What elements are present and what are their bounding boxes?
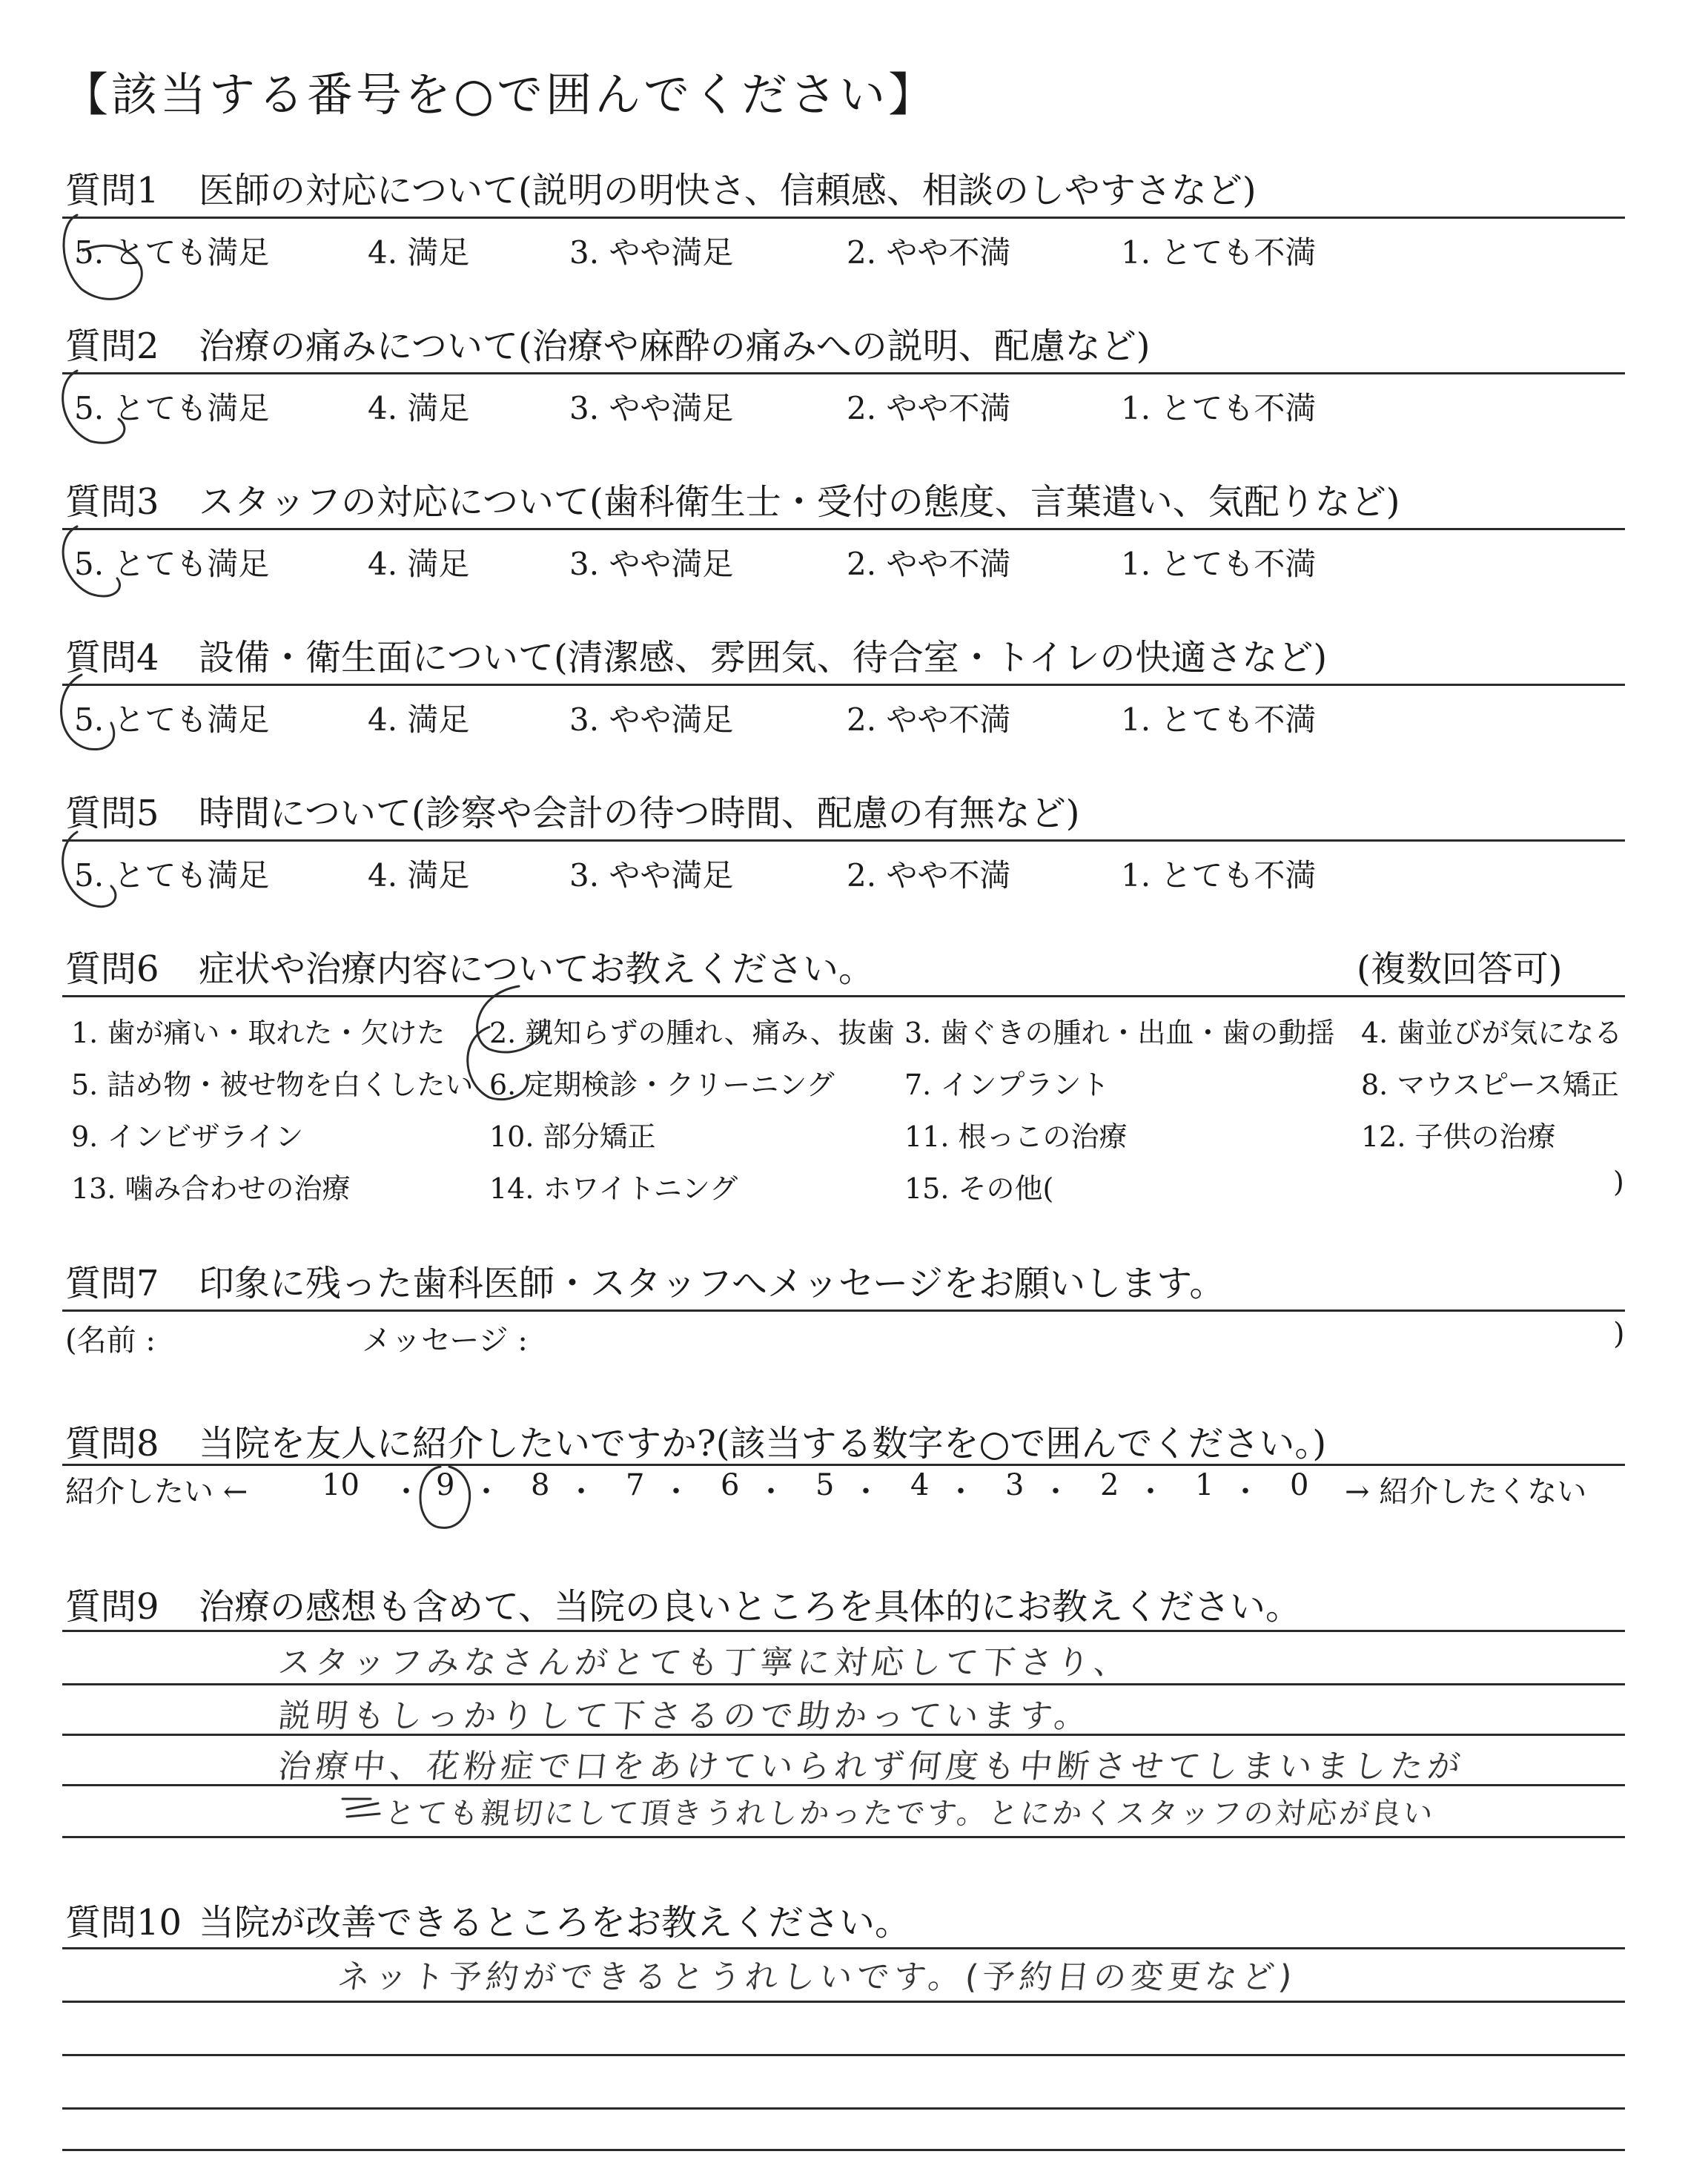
option-5[interactable]: 5. とても満足 <box>74 546 270 582</box>
option-4[interactable]: 4. 満足 <box>368 701 470 738</box>
options-row <box>65 696 1622 740</box>
scribble-q9 <box>342 1799 380 1817</box>
option-3[interactable]: 3. やや満足 <box>569 857 734 894</box>
option-2[interactable]: 2. やや不満 <box>847 857 1011 894</box>
question-text: 時間について(診察や会計の待つ時間、配慮の有無など) <box>199 793 1080 834</box>
scale-dot: ・ <box>1231 1475 1260 1509</box>
treatment-option[interactable]: 7. インプラント <box>904 1069 1110 1101</box>
rule-line <box>62 1464 1625 1466</box>
scale-dot: ・ <box>756 1475 786 1509</box>
options-row <box>65 851 1622 896</box>
rule-line <box>62 1836 1625 1838</box>
rule-line <box>62 217 1625 219</box>
option-3[interactable]: 3. やや満足 <box>569 390 734 426</box>
rule-line <box>62 2149 1625 2151</box>
question-text: 当院を友人に紹介したいですか?(該当する数字を○で囲んでください。) <box>199 1423 1327 1464</box>
question-number: 質問5 <box>65 793 159 834</box>
treatment-option[interactable]: 3. 歯ぐきの腫れ・出血・歯の動揺 <box>904 1017 1335 1049</box>
scale-dot: ・ <box>661 1475 691 1509</box>
treatment-option[interactable]: 9. インビザライン <box>71 1120 304 1153</box>
handwritten-answer-line: 説明もしっかりして下さるので助かっています。 <box>276 1697 1093 1735</box>
option-5[interactable]: 5. とても満足 <box>74 390 270 426</box>
question-text: 医師の対応について(説明の明快さ、信頼感、相談のしやすさなど) <box>199 170 1257 211</box>
option-1[interactable]: 1. とても不満 <box>1121 701 1317 738</box>
question-number: 質問1 <box>65 170 159 211</box>
scale-left-label: 紹介したい ← <box>65 1475 248 1509</box>
rule-line <box>62 372 1625 374</box>
question-number: 質問8 <box>65 1423 159 1464</box>
treatment-option[interactable]: 8. マウスピース矯正 <box>1361 1069 1619 1101</box>
option-2[interactable]: 2. やや不満 <box>847 390 1011 426</box>
question-7-heading <box>65 1255 1225 1306</box>
question-text: 治療の痛みについて(治療や麻酔の痛みへの説明、配慮など) <box>199 326 1151 367</box>
option-1[interactable]: 1. とても不満 <box>1121 234 1317 271</box>
question-6-heading <box>65 940 874 991</box>
scale-dot: ・ <box>851 1475 881 1509</box>
question-10-heading <box>65 1894 910 1945</box>
scale-dot: ・ <box>471 1475 501 1509</box>
scale-dot: ・ <box>1136 1475 1165 1509</box>
question-5-heading <box>65 785 1080 836</box>
scale-dot: ・ <box>391 1475 421 1509</box>
option-2[interactable]: 2. やや不満 <box>847 546 1011 582</box>
name-label: (名前 : <box>65 1324 156 1358</box>
treatment-option[interactable]: 14. ホワイトニング <box>489 1172 738 1205</box>
question-number: 質問3 <box>65 481 159 523</box>
option-4[interactable]: 4. 満足 <box>368 390 470 426</box>
option-4[interactable]: 4. 満足 <box>368 234 470 271</box>
treatment-option[interactable]: 11. 根っこの治療 <box>904 1120 1128 1153</box>
option-5[interactable]: 5. とても満足 <box>74 234 270 271</box>
question-4-heading <box>65 629 1327 680</box>
option-3[interactable]: 3. やや満足 <box>569 701 734 738</box>
scale-value[interactable]: 8 <box>531 1468 550 1502</box>
option-4[interactable]: 4. 満足 <box>368 546 470 582</box>
options-row <box>65 228 1622 273</box>
treatment-option[interactable]: 10. 部分矯正 <box>489 1120 656 1153</box>
question-1-heading <box>65 162 1257 213</box>
question-number: 質問9 <box>65 1586 159 1628</box>
question-text: 治療の感想も含めて、当院の良いところを具体的にお教えください。 <box>199 1586 1302 1628</box>
treatment-option[interactable]: 12. 子供の治療 <box>1361 1120 1556 1153</box>
scale-dot: ・ <box>1041 1475 1070 1509</box>
treatment-option[interactable]: 15. その他( <box>904 1172 1054 1205</box>
option-1[interactable]: 1. とても不満 <box>1121 390 1317 426</box>
rule-line <box>62 1947 1625 1949</box>
treatment-option[interactable]: 13. 噛み合わせの治療 <box>71 1172 351 1205</box>
question-9-heading <box>65 1578 1301 1629</box>
scale-value[interactable]: 4 <box>910 1468 930 1502</box>
handwritten-answer-line: 治療中、花粉症で口をあけていられず何度も中断させてしまいましたが <box>276 1748 1467 1786</box>
option-2[interactable]: 2. やや不満 <box>847 234 1011 271</box>
rule-line <box>62 2107 1625 2110</box>
question-text: 印象に残った歯科医師・スタッフへメッセージをお願いします。 <box>199 1263 1225 1304</box>
rule-line <box>62 2054 1625 2056</box>
handwritten-answer-line: スタッフみなさんがとても丁寧に対応して下さり、 <box>276 1644 1133 1682</box>
scale-value[interactable]: 3 <box>1005 1468 1025 1502</box>
question-text: 当院が改善できるところをお教えください。 <box>199 1902 911 1943</box>
option-1[interactable]: 1. とても不満 <box>1121 857 1317 894</box>
options-row <box>65 540 1622 584</box>
rule-line <box>62 995 1625 997</box>
scale-value[interactable]: 1 <box>1195 1468 1214 1502</box>
question-number: 質問7 <box>65 1263 159 1304</box>
rule-line <box>62 1683 1625 1685</box>
treatment-option[interactable]: 5. 詰め物・被せ物を白くしたい <box>71 1069 474 1101</box>
rule-line <box>62 1309 1625 1312</box>
scale-value[interactable]: 6 <box>721 1468 740 1502</box>
message-label: メッセージ : <box>362 1324 528 1358</box>
question-2-heading <box>65 317 1151 369</box>
scale-dot: ・ <box>946 1475 976 1509</box>
option-1[interactable]: 1. とても不満 <box>1121 546 1317 582</box>
question-text: 症状や治療内容についてお教えください。 <box>199 948 875 990</box>
treatment-option[interactable]: 2. 親知らずの腫れ、痛み、抜歯 <box>489 1017 895 1049</box>
question-number: 質問6 <box>65 948 159 990</box>
option-3[interactable]: 3. やや満足 <box>569 234 734 271</box>
scale-value[interactable]: 10 <box>322 1468 360 1502</box>
rule-line <box>62 839 1625 842</box>
treatment-option[interactable]: 4. 歯並びが気になる <box>1361 1017 1623 1049</box>
rule-line <box>62 528 1625 530</box>
options-row <box>65 384 1622 429</box>
treatment-option[interactable]: 1. 歯が痛い・取れた・欠けた <box>71 1017 446 1049</box>
rule-line <box>62 684 1625 686</box>
question-text: スタッフの対応について(歯科衛生士・受付の態度、言葉遣い、気配りなど) <box>199 481 1400 523</box>
question-3-heading <box>65 473 1400 524</box>
scale-right-label: → 紹介したくない <box>1345 1475 1587 1509</box>
question-number: 質問2 <box>65 326 159 367</box>
multiple-answer-note: (複数回答可) <box>1357 948 1563 990</box>
scale-value[interactable]: 2 <box>1100 1468 1119 1502</box>
option-2[interactable]: 2. やや不満 <box>847 701 1011 738</box>
option-4[interactable]: 4. 満足 <box>368 857 470 894</box>
scale-dot: ・ <box>566 1475 596 1509</box>
handwritten-answer-line: ネット予約ができるとうれしいです。(予約日の変更など) <box>335 1958 1299 1996</box>
handwritten-answer-line: とても親切にして頂きうれしかったです。とにかくスタッフの対応が良い <box>383 1797 1437 1831</box>
rule-line <box>62 2001 1625 2003</box>
question-number: 質問10 <box>65 1902 182 1943</box>
option-5[interactable]: 5. とても満足 <box>74 857 270 894</box>
scale-value[interactable]: 9 <box>436 1468 455 1502</box>
other-close-paren: ) <box>1613 1166 1624 1198</box>
referral-scale <box>65 1468 1629 1513</box>
message-close-paren: ) <box>1613 1317 1625 1351</box>
treatment-options-grid <box>65 1010 1629 1225</box>
instruction-title: 【該当する番号を○で囲んでください】 <box>62 67 938 122</box>
question-number: 質問4 <box>65 637 159 678</box>
rule-line <box>62 1630 1625 1632</box>
question-text: 設備・衛生面について(清潔感、雰囲気、待合室・トイレの快適さなど) <box>199 637 1328 678</box>
treatment-option[interactable]: 6. 定期検診・クリーニング <box>489 1069 835 1101</box>
scale-value[interactable]: 0 <box>1290 1468 1309 1502</box>
option-5[interactable]: 5. とても満足 <box>74 701 270 738</box>
scale-value[interactable]: 5 <box>815 1468 835 1502</box>
option-3[interactable]: 3. やや満足 <box>569 546 734 582</box>
question-8-heading <box>65 1415 1326 1466</box>
scale-value[interactable]: 7 <box>626 1468 645 1502</box>
